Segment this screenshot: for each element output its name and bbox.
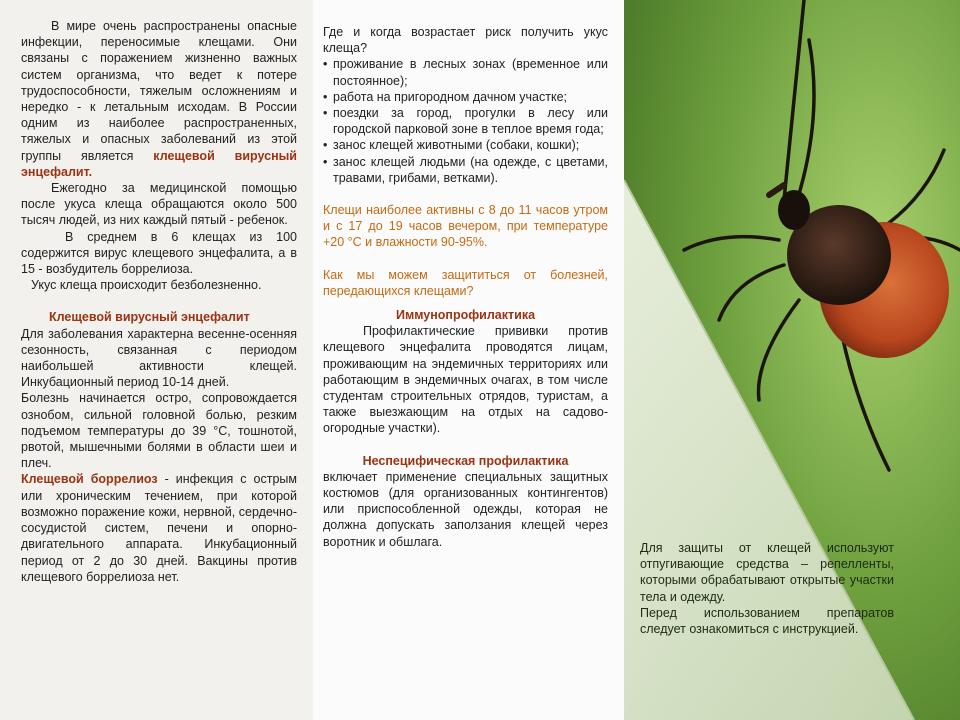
spacer	[323, 437, 608, 453]
list-item: • занос клещей животными (собаки, кошки);	[323, 137, 608, 153]
stats-paragraph: Ежегодно за медицинской помощью после укуса клеща обращаются около 500 тысяч людей, из них каждый пятый - ребенок.	[21, 181, 297, 228]
spacer	[323, 251, 608, 267]
immunoprophylaxis-paragraph: Профилактические прививки против клещевого энцефалита проводятся лицам, проживающим на эндемичных территориях или работающим в эндемичных очагах, в том числе студентам строительных отрядов, туристам, а также выезжающим на отдых на садово-огородные участки).	[323, 324, 608, 436]
repellent-paragraph: Для защиты от клещей используют отпугивающие средства – репелленты, которыми обрабатывают открытые участки тела и одежду.	[640, 541, 894, 604]
list-item: • занос клещей людьми (на одежде, с цветами, травами, грибами, ветками).	[323, 154, 608, 186]
risk-list	[323, 56, 608, 186]
seasonality-paragraph: Для заболевания характерна весенне-осенняя сезонность, связанная с периодом наибольшей активности клещей. Инкубационный период 10-14 дней.	[21, 326, 297, 390]
tick-head	[778, 190, 810, 230]
spacer	[21, 293, 297, 309]
protection-question: Как мы можем защититься от болезней, передающихся клещами?	[323, 267, 608, 298]
list-item: • работа на пригородном дачном участке;	[323, 89, 608, 105]
borreliosis-highlight: Клещевой боррелиоз	[21, 472, 158, 487]
intro-paragraph	[21, 18, 297, 180]
activity-paragraph: Клещи наиболее активны с 8 до 11 часов утром и с 17 до 19 часов вечером, при температуре +20 °С и влажности 90-95%.	[323, 203, 608, 250]
intro-text: В мире очень распространены опасные инфекции, переносимые клещами. Они связаны с поражением жизненно важных систем организма, что ведет к потере трудоспособности, тяжелым осложнениям и нередко - к летальным исходам. В России одним из наиболее распространенных, тяжелых и опасных заболеваний из этой группы является	[21, 19, 297, 163]
list-item: • поездки за город, прогулки в лесу или городской парковой зоне в теплое время года;	[323, 105, 608, 137]
list-item: • проживание в лесных зонах (временное или постоянное);	[323, 56, 608, 88]
symptoms-paragraph: Болезнь начинается остро, сопровождается ознобом, сильной головной болью, резким подъемом температуры до 39 °С, тошнотой, рвотой, мышечными болями в области шеи и плеч.	[21, 391, 297, 471]
encephalitis-highlight: клещевой вирусный энцефалит.	[21, 148, 297, 179]
painless-bite-paragraph: Укус клеща происходит безболезненно.	[31, 278, 262, 293]
encephalitis-heading: Клещевой вирусный энцефалит	[49, 310, 250, 325]
risk-question: Где и когда возрастает риск получить укус клеща?	[323, 25, 608, 56]
nonspecific-heading: Неспецифическая профилактика	[362, 453, 569, 468]
nonspecific-paragraph: включает применение специальных защитных костюмов (для организованных контингентов) или приспособленной одежды, которая не должна допускать заползания клещей через воротник и обшлага.	[323, 469, 608, 549]
virus-share-paragraph: В среднем в 6 клещах из 100 содержится вирус клещевого энцефалита, а в 15 - возбудитель боррелиоза.	[21, 229, 297, 277]
borreliosis-paragraph	[21, 471, 297, 584]
middle-column	[313, 0, 624, 720]
right-column-photo	[624, 0, 960, 720]
spacer	[323, 186, 608, 202]
immunoprophylaxis-heading: Иммунопрофилактика	[395, 308, 536, 323]
left-column	[0, 0, 313, 720]
repellent-text-block	[640, 540, 894, 637]
spacer	[323, 299, 608, 307]
borreliosis-text: - инфекция с острым или хроническим течением, при которой возможно поражение кожи, нервной, сердечно-сосудистой систем, печени и опорно-двигательного аппарата. Инкубационный период от 2 до 30 дней. Вакцины против клещевого боррелиоза нет.	[21, 472, 297, 584]
instructions-paragraph: Перед использованием препаратов следует ознакомиться с инструкцией.	[640, 605, 894, 637]
